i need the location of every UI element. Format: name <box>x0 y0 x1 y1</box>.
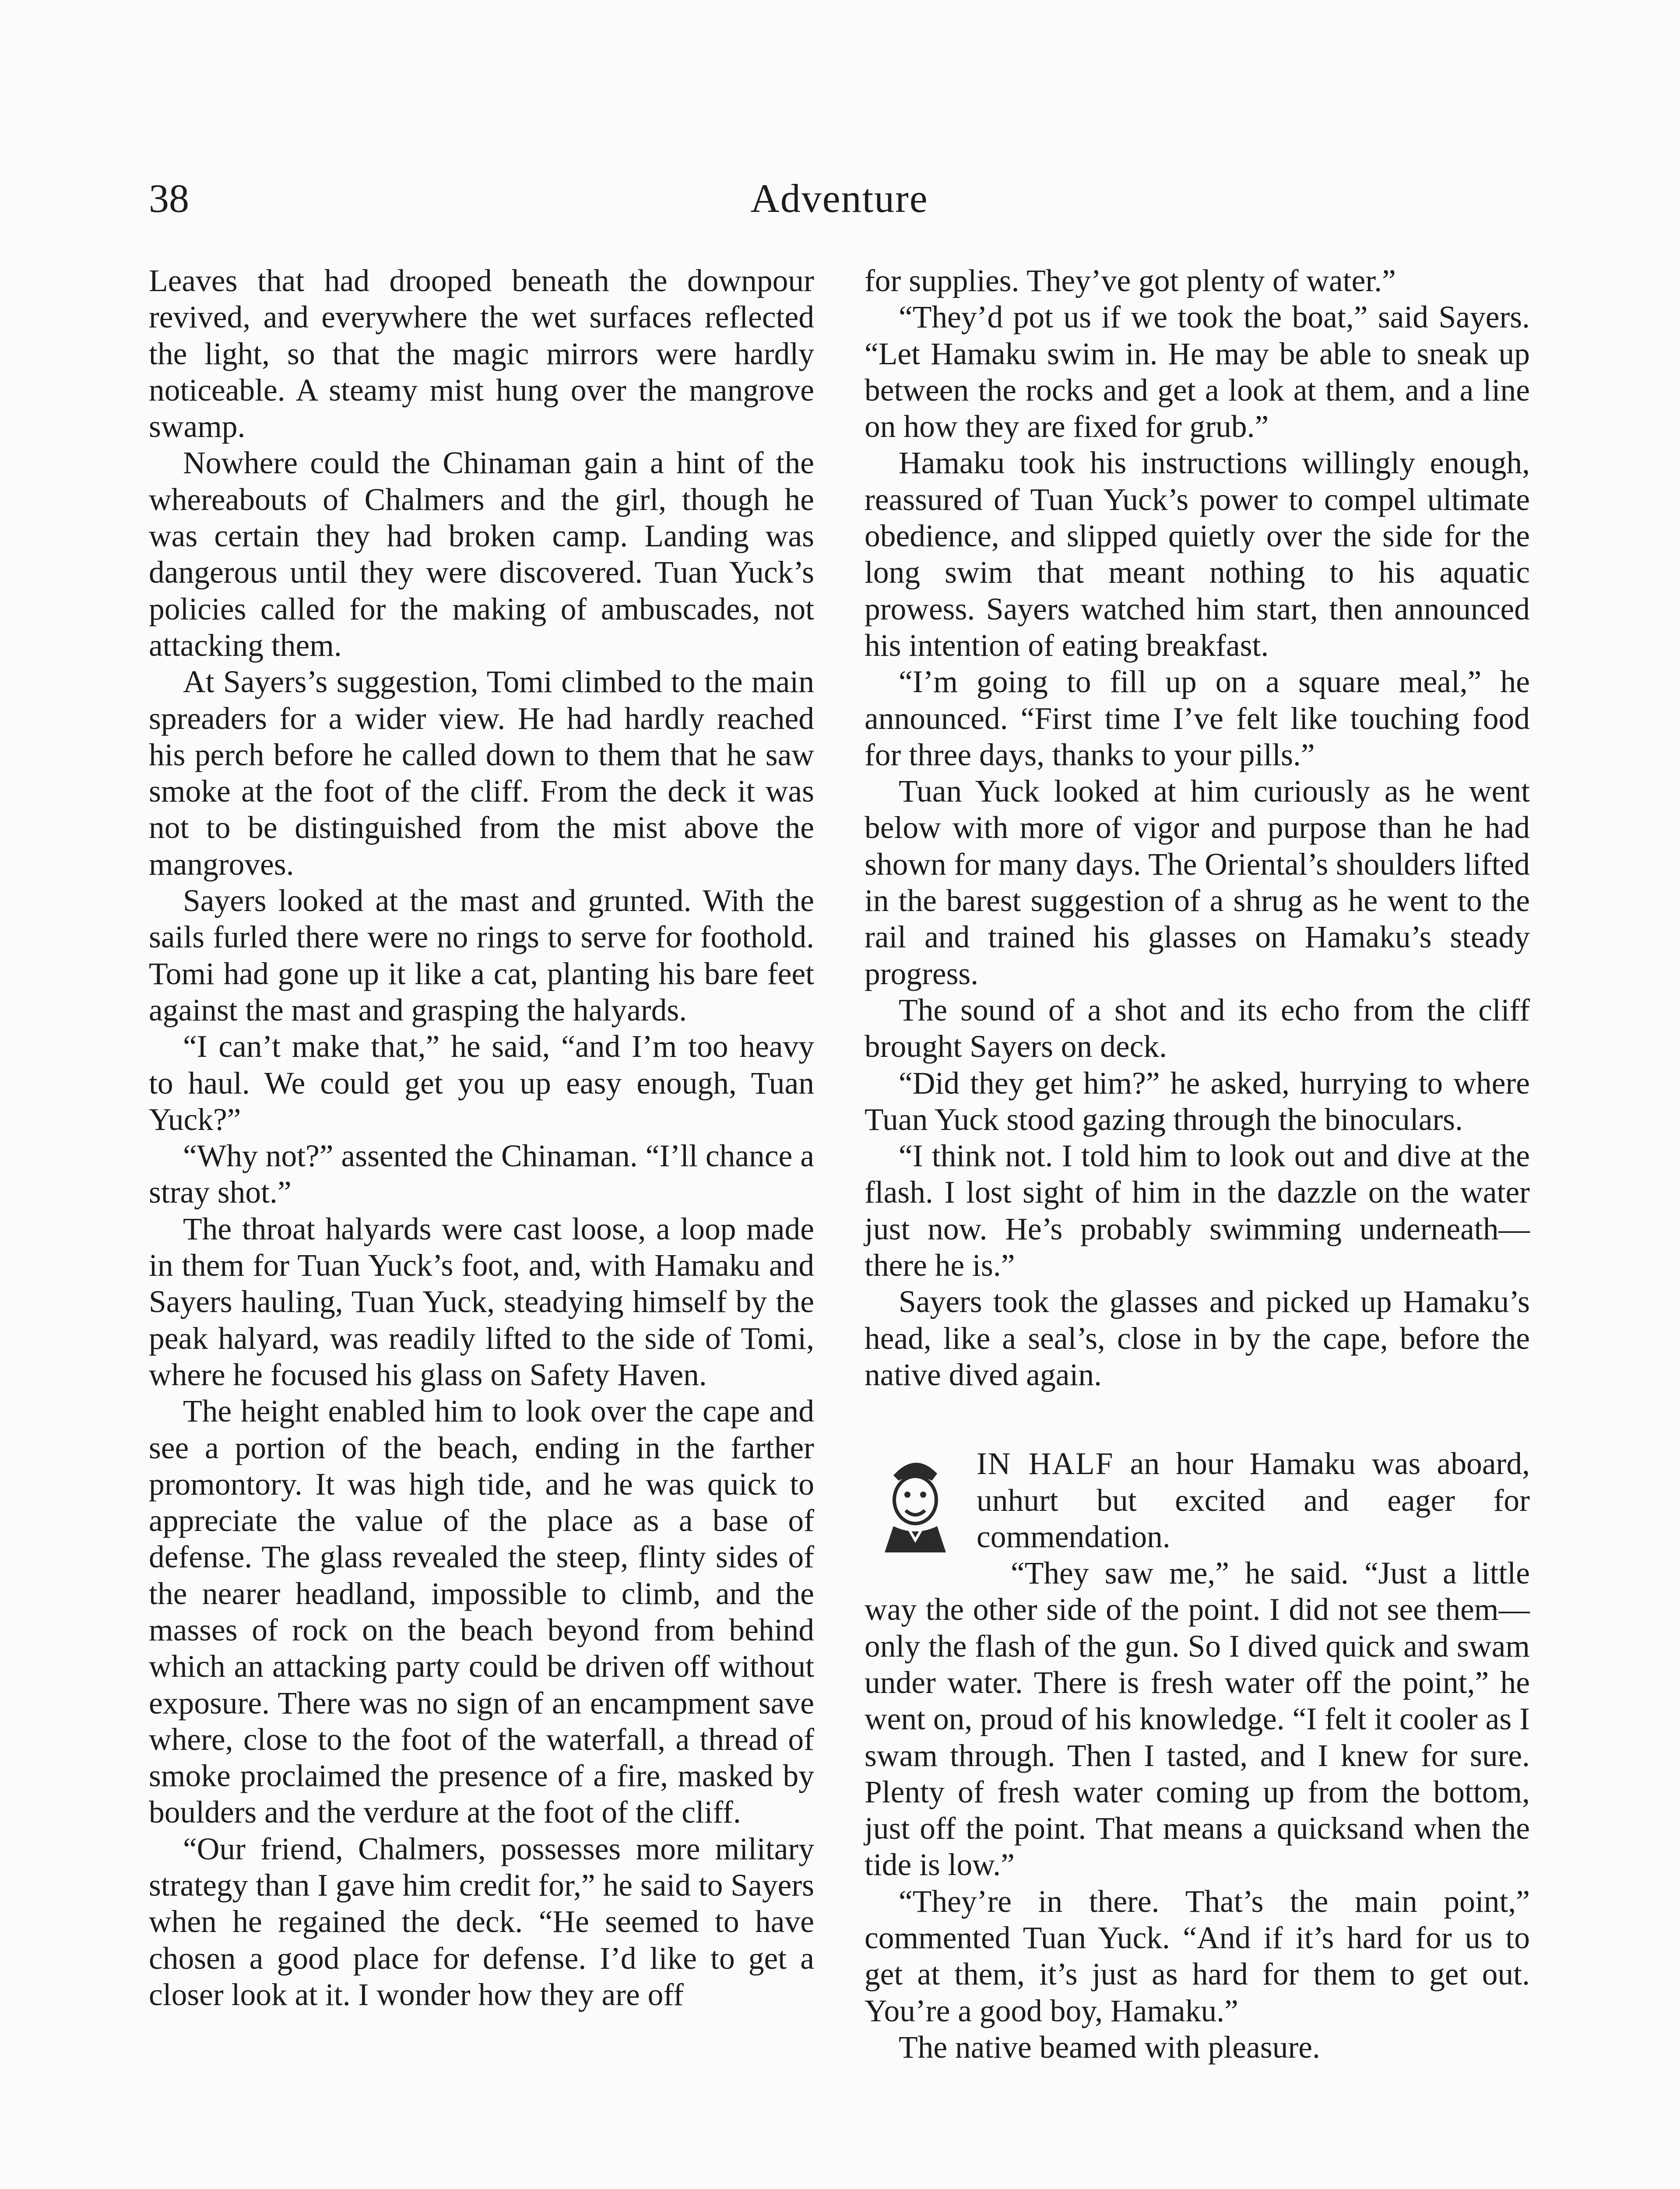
paragraph: “Our friend, Chalmers, possesses more military strategy than I gave him credit for,” he said to Sayers when he regained the deck. “He seemed to have chosen a good place for defense. I’d like to get a closer look at it. I wonder how they are off <box>149 1831 814 2012</box>
section-break <box>865 1393 1530 1446</box>
page-header <box>149 175 1530 228</box>
paragraph: The height enabled him to look over the cape and see a portion of the beach, ending in the farther promontory. It was high tide, and he was quick to appreciate the value of the place as a base of defense. The glass revealed the steep, flinty sides of the nearer headland, impossible to climb, and the masses of rock on the beach beyond from behind which an attacking party could be driven off without exposure. There was no sign of an encampment save where, close to the foot of the waterfall, a thread of smoke proclaimed the presence of a fire, masked by boulders and the verdure at the foot of the cliff. <box>149 1394 814 1830</box>
paragraph: “Why not?” assented the Chinaman. “I’ll chance a stray shot.” <box>149 1139 814 1210</box>
paragraph: “They’re in there. That’s the main point,” commented Tuan Yuck. “And if it’s hard for us to get at them, it’s just as hard for them to get out. You’re a good boy, Hamaku.” <box>865 1884 1530 2028</box>
paragraph: for supplies. They’ve got plenty of water.” <box>865 264 1396 298</box>
left-column <box>149 263 814 2013</box>
opening-lead-words: IN HALF <box>977 1446 1114 1482</box>
opening-text: an hour Hamaku was aboard, unhurt but excited and eager for commendation. <box>977 1446 1530 1554</box>
paragraph: “They saw me,” he said. “Just a little way the other side of the point. I did not see them—only the flash of the gun. So I dived quick and swam under water. There is fresh water off the point,” he went on, proud of his knowledge. “I felt it cooler as I swam through. Then I tasted, and I knew for sure. Plenty of fresh water coming up from the bottom, just off the point. That means a quicksand when the tide is low.” <box>865 1556 1530 1883</box>
page-number: 38 <box>149 176 189 221</box>
paragraph: Leaves that had drooped beneath the downpour revived, and everywhere the wet surfaces reflected the light, so that the magic mirrors were hardly noticeable. A steamy mist hung over the mangrove swamp. <box>149 264 814 444</box>
paragraph: “I’m going to fill up on a square meal,” he announced. “First time I’ve felt like touching food for three days, thanks to your pills.” <box>865 665 1530 772</box>
right-column <box>865 263 1530 2066</box>
paragraph: Hamaku took his instructions willingly enough, reassured of Tuan Yuck’s power to compel ultimate obedience, and slipped quietly over the side for the long swim that meant nothing to his aquatic prowess. Sayers watched him start, then announced his intention of eating breakfast. <box>865 446 1530 663</box>
paragraph: The throat halyards were cast loose, a loop made in them for Tuan Yuck’s foot, and, with Hamaku and Sayers hauling, Tuan Yuck, steadying himself by the peak halyard, was readily lifted to the side of Tomi, where he focused his glass on Safety Haven. <box>149 1211 814 1392</box>
section-opening <box>865 1446 1530 1555</box>
paragraph: Sayers took the glasses and picked up Hamaku’s head, like a seal’s, close in by the cape, before the native dived again. <box>865 1285 1530 1392</box>
character-vignette-icon <box>867 1449 963 1559</box>
paragraph: “I think not. I told him to look out and dive at the flash. I lost sight of him in the dazzle on the water just now. He’s probably swimming underneath—there he is.” <box>865 1139 1530 1283</box>
paragraph: At Sayers’s suggestion, Tomi climbed to the main spreaders for a wider view. He had hardly reached his perch before he called down to them that he saw smoke at the foot of the cliff. From the deck it was not to be distinguished from the mist above the mangroves. <box>149 665 814 882</box>
paragraph: The native beamed with pleasure. <box>899 2030 1320 2065</box>
paragraph: Nowhere could the Chinaman gain a hint of the whereabouts of Chalmers and the girl, though he was certain they had broken camp. Landing was dangerous until they were discovered. Tuan Yuck’s policies called for the making of ambuscades, not attacking them. <box>149 446 814 663</box>
paragraph: Tuan Yuck looked at him curiously as he went below with more of vigor and purpose than he had shown for many days. The Oriental’s shoulders lifted in the barest suggestion of a shrug as he went to the rail and trained his glasses on Hamaku’s steady progress. <box>865 774 1530 991</box>
section-opening-paragraph <box>865 1446 1530 1555</box>
running-title: Adventure <box>750 176 928 221</box>
paragraph: Sayers looked at the mast and grunted. With the sails furled there were no rings to serve for foothold. Tomi had gone up it like a cat, planting his bare feet against the mast and grasping the halyards. <box>149 883 814 1028</box>
paragraph: “They’d pot us if we took the boat,” said Sayers. “Let Hamaku swim in. He may be able to sneak up between the rocks and get a look at them, and a line on how they are fixed for grub.” <box>865 300 1530 444</box>
paragraph: “Did they get him?” he asked, hurrying to where Tuan Yuck stood gazing through the binoculars. <box>865 1066 1530 1137</box>
paragraph: The sound of a shot and its echo from the cliff brought Sayers on deck. <box>865 992 1530 1064</box>
paragraph: “I can’t make that,” he said, “and I’m too heavy to haul. We could get you up easy enough, Tuan Yuck?” <box>149 1029 814 1137</box>
